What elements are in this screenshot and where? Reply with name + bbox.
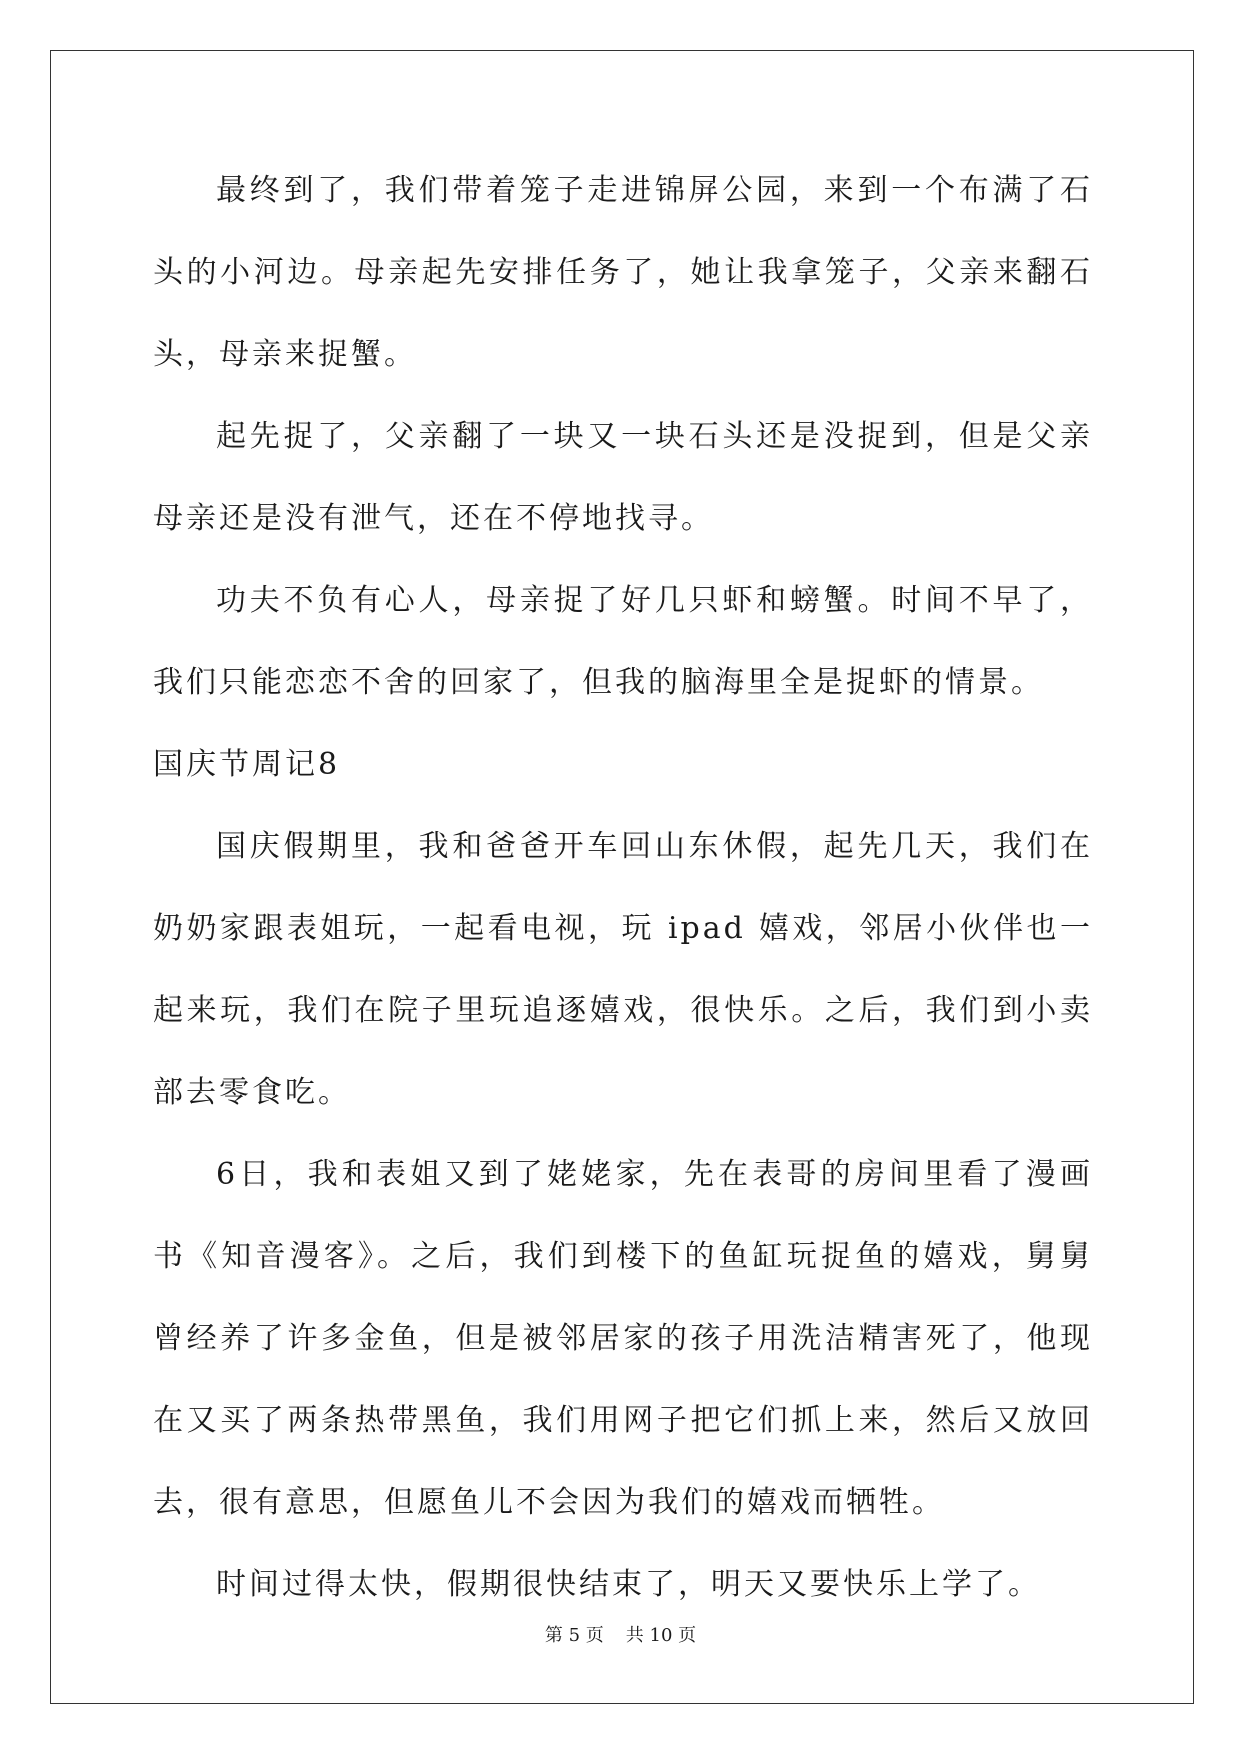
page-footer [0, 1624, 1241, 1648]
paragraph: 起先捉了，父亲翻了一块又一块石头还是没捉到，但是父亲母亲还是没有泄气，还在不停地找寻。 [153, 419, 1093, 536]
page-total: 共 10 页 [625, 1625, 697, 1646]
page-number: 第 5 页 [544, 1625, 604, 1646]
document-body [153, 150, 1093, 1626]
paragraph: 功夫不负有心人，母亲捉了好几只虾和螃蟹。时间不早了，我们只能恋恋不舍的回家了，但我的脑海里全是捉虾的情景。 [153, 583, 1093, 700]
paragraph: 6日，我和表姐又到了姥姥家，先在表哥的房间里看了漫画书《知音漫客》。之后，我们到楼下的鱼缸玩捉鱼的嬉戏，舅舅曾经养了许多金鱼，但是被邻居家的孩子用洗洁精害死了，他现在又买了两条热带黑鱼，我们用网子把它们抓上来，然后又放回去，很有意思，但愿鱼儿不会因为我们的嬉戏而牺牲。 [153, 1157, 1093, 1520]
paragraph: 最终到了，我们带着笼子走进锦屏公园，来到一个布满了石头的小河边。母亲起先安排任务了，她让我拿笼子，父亲来翻石头，母亲来捉蟹。 [153, 173, 1093, 372]
paragraph: 时间过得太快，假期很快结束了，明天又要快乐上学了。 [216, 1567, 1041, 1602]
paragraph: 国庆假期里，我和爸爸开车回山东休假，起先几天，我们在奶奶家跟表姐玩，一起看电视，玩 ipad 嬉戏，邻居小伙伴也一起来玩，我们在院子里玩追逐嬉戏，很快乐。之后，我们到小卖部去零食吃。 [153, 829, 1093, 1110]
section-heading: 国庆节周记8 [153, 747, 341, 782]
